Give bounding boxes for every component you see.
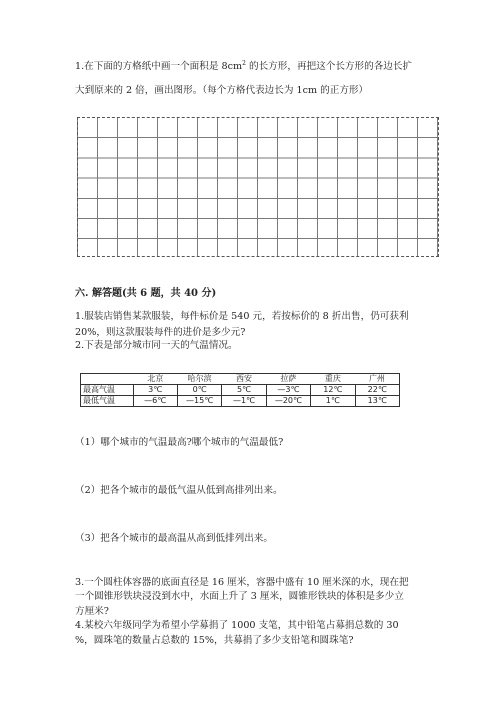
table-header-row bbox=[81, 374, 400, 385]
table-header-cell: 广州 bbox=[355, 374, 399, 385]
problem3-line2: 一个圆锥形铁块浸没到水中，水面上升了 3 厘米，圆锥形铁块的体积是多少立 bbox=[75, 591, 404, 602]
temperature-table bbox=[80, 373, 400, 407]
table-cell: —15℃ bbox=[177, 396, 221, 407]
table-header-cell: 北京 bbox=[133, 374, 177, 385]
table-header-cell: 重庆 bbox=[311, 374, 355, 385]
q1-line1 bbox=[75, 60, 412, 74]
table-header-cell bbox=[81, 374, 134, 385]
table-header-cell: 拉萨 bbox=[266, 374, 310, 385]
table-cell: 12℃ bbox=[311, 385, 355, 396]
table-cell: —1℃ bbox=[222, 396, 266, 407]
table-cell: —20℃ bbox=[266, 396, 310, 407]
q1-line2: 大到原来的 2 倍，画出图形。（每个方格代表边长为 1cm 的正方形） bbox=[75, 85, 369, 96]
problem1-line2: 20%，则这款服装每件的进价是多少元? bbox=[75, 327, 246, 338]
problem2-sub3: （3）把各个城市的最高温从高到低排列出来。 bbox=[75, 533, 273, 544]
q1-superscript: 2 bbox=[242, 59, 246, 67]
q1-line1-text-end: 的长方形，再把这个长方形的各边长扩 bbox=[245, 61, 413, 72]
table-row bbox=[81, 385, 400, 396]
table-row bbox=[81, 396, 400, 407]
table-header-cell: 西安 bbox=[222, 374, 266, 385]
table-cell: 22℃ bbox=[355, 385, 399, 396]
table-row-label: 最高气温 bbox=[81, 385, 134, 396]
problem2-line1: 2.下表是部分城市同一天的气温情况。 bbox=[75, 340, 238, 351]
problem3-line3: 方厘米? bbox=[75, 606, 109, 617]
table-cell: 1℃ bbox=[311, 396, 355, 407]
problem4-line2: %，圆珠笔的数量占总数的 15%，共募捐了多少支铅笔和圆珠笔? bbox=[75, 635, 354, 646]
table-row-label: 最低气温 bbox=[81, 396, 134, 407]
problem3-line1: 3.一个圆柱体容器的底面直径是 16 厘米，容器中盛有 10 厘米深的水，现在把 bbox=[75, 577, 409, 588]
table-cell: 13℃ bbox=[355, 396, 399, 407]
table-cell: —6℃ bbox=[133, 396, 177, 407]
section-heading: 六. 解答题(共 6 题，共 40 分) bbox=[75, 288, 217, 299]
table-header-cell: 哈尔滨 bbox=[177, 374, 221, 385]
problem2-sub1: （1）哪个城市的气温最高?哪个城市的气温最低? bbox=[75, 437, 284, 448]
table-cell: —3℃ bbox=[266, 385, 310, 396]
problem1-line1: 1.服装店销售某款服装，每件标价是 540 元，若按标价的 8 折出售，仍可获利 bbox=[75, 311, 409, 322]
problem2-sub2: （2）把各个城市的最低气温从低到高排列出来。 bbox=[75, 485, 283, 496]
table-cell: 3℃ bbox=[133, 385, 177, 396]
problem4-line1: 4.某校六年级同学为希望小学募捐了 1000 支笔，其中铅笔占募捐总数的 30 bbox=[75, 620, 399, 631]
graph-paper-grid[interactable] bbox=[77, 117, 439, 257]
table-cell: 5℃ bbox=[222, 385, 266, 396]
table-cell: 0℃ bbox=[177, 385, 221, 396]
q1-line1-text: 1.在下面的方格纸中画一个面积是 8cm bbox=[75, 61, 243, 72]
